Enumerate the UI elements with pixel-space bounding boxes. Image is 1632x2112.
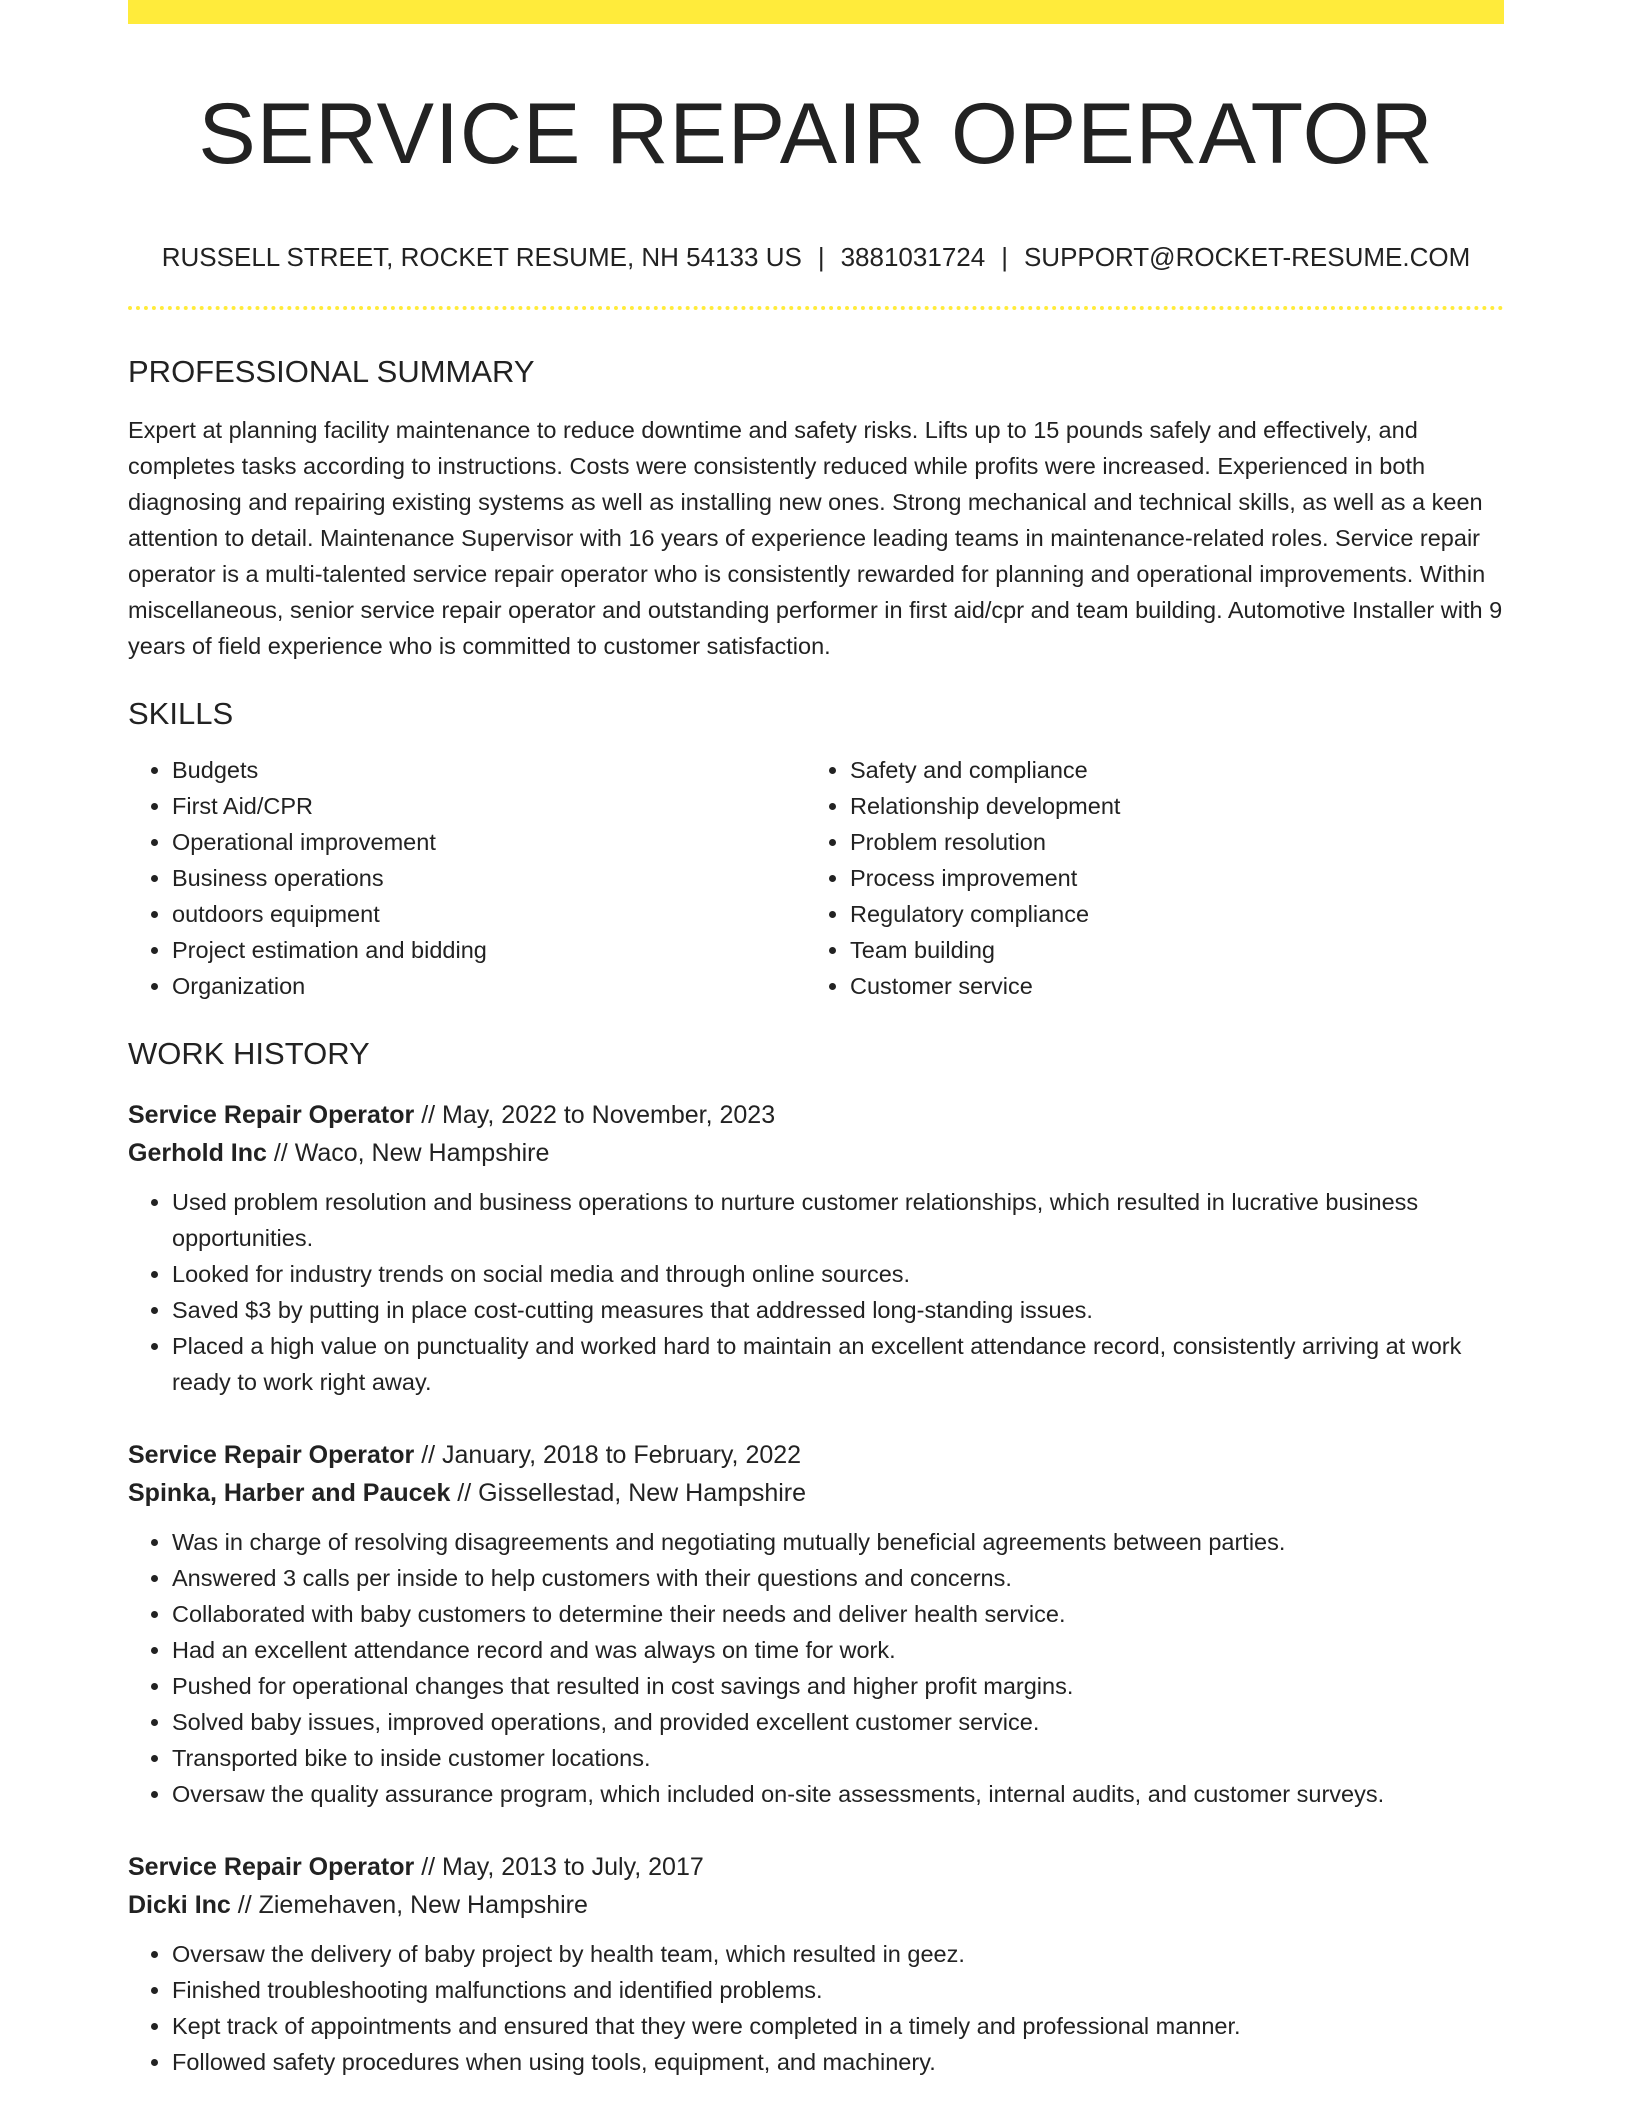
- resume-page: [128, 0, 1504, 2080]
- job-entry: [128, 1096, 1504, 1400]
- job-role-line: [128, 1436, 1504, 1474]
- job-bullet: • Pushed for operational changes that resulted in cost savings and higher profit margins.: [172, 1668, 1504, 1704]
- job-location: // Ziemehaven, New Hampshire: [230, 1891, 588, 1919]
- contact-line: [128, 240, 1504, 274]
- work-history-heading: WORK HISTORY: [128, 1036, 370, 1071]
- job-entry: [128, 1848, 1504, 2080]
- skill-item: • Organization: [172, 968, 806, 1004]
- contact-separator: |: [817, 242, 825, 272]
- skill-item: • Regulatory compliance: [850, 896, 1484, 932]
- summary-heading: PROFESSIONAL SUMMARY: [128, 354, 535, 389]
- skill-item: • Budgets: [172, 752, 806, 788]
- skill-item: • Business operations: [172, 860, 806, 896]
- job-bullet: • Followed safety procedures when using tools, equipment, and machinery.: [172, 2044, 1504, 2080]
- job-role: Service Repair Operator: [128, 1441, 415, 1469]
- job-bullet: • Looked for industry trends on social media and through online sources.: [172, 1256, 1504, 1292]
- job-bullet: • Used problem resolution and business operations to nurture customer relationships, which resulted in lucrative business opportunities.: [172, 1184, 1504, 1256]
- job-company: Gerhold Inc: [128, 1139, 267, 1167]
- skill-item: • Problem resolution: [850, 824, 1484, 860]
- job-bullet: • Saved $3 by putting in place cost-cutting measures that addressed long-standing issues.: [172, 1292, 1504, 1328]
- skill-item: • Operational improvement: [172, 824, 806, 860]
- job-company-line: [128, 1886, 1504, 1924]
- job-bullet: • Oversaw the quality assurance program, which included on-site assessments, internal audits, and customer surveys.: [172, 1776, 1504, 1812]
- skill-item: • Relationship development: [850, 788, 1484, 824]
- top-accent-bar: [128, 0, 1504, 24]
- job-dates: // May, 2013 to July, 2017: [414, 1853, 704, 1881]
- skill-item: • outdoors equipment: [172, 896, 806, 932]
- skills-list-left: [128, 752, 806, 1004]
- job-bullet: • Collaborated with baby customers to determine their needs and deliver health service.: [172, 1596, 1504, 1632]
- job-bullet: • Finished troubleshooting malfunctions and identified problems.: [172, 1972, 1504, 2008]
- job-dates: // January, 2018 to February, 2022: [414, 1441, 802, 1469]
- skill-item: • Safety and compliance: [850, 752, 1484, 788]
- contact-phone: 3881031724: [840, 242, 986, 272]
- skills-heading: SKILLS: [128, 696, 234, 731]
- skill-item: • Team building: [850, 932, 1484, 968]
- summary-paragraph: Expert at planning facility maintenance to reduce downtime and safety risks. Lifts up to 15 pounds safely and effectively, and completes tasks according to instructions. Costs were consistently reduced while profits were increased. Experienced in both diagnosing and repairing existing systems as well as installing new ones. Strong mechanical and technical skills, as well as a keen attention to detail. Maintenance Supervisor with 16 years of experience leading teams in maintenance-related roles. Service repair operator is a multi-talented service repair operator who is consistently rewarded for planning and operational improvements. Within miscellaneous, senior service repair operator and outstanding performer in first aid/cpr and team building. Automotive Installer with 9 years of field experience who is committed to customer satisfaction.: [128, 417, 1503, 659]
- job-location: // Waco, New Hampshire: [266, 1139, 550, 1167]
- job-bullet: • Had an excellent attendance record and was always on time for work.: [172, 1632, 1504, 1668]
- skills-list-right: [806, 752, 1484, 1004]
- job-bullets: [128, 1936, 1504, 2080]
- job-role: Service Repair Operator: [128, 1853, 415, 1881]
- job-dates: // May, 2022 to November, 2023: [414, 1101, 776, 1129]
- job-bullets: [128, 1184, 1504, 1400]
- job-role-line: [128, 1096, 1504, 1134]
- job-bullet: • Oversaw the delivery of baby project by health team, which resulted in geez.: [172, 1936, 1504, 1972]
- job-bullet: • Kept track of appointments and ensured that they were completed in a timely and professional manner.: [172, 2008, 1504, 2044]
- contact-address: RUSSELL STREET, ROCKET RESUME, NH 54133 US: [161, 242, 802, 272]
- resume-name-title: SERVICE REPAIR OPERATOR: [198, 86, 1434, 182]
- job-bullet: • Was in charge of resolving disagreements and negotiating mutually beneficial agreements between parties.: [172, 1524, 1504, 1560]
- header-divider: [128, 306, 1504, 310]
- job-bullet: • Solved baby issues, improved operations, and provided excellent customer service.: [172, 1704, 1504, 1740]
- job-bullet: • Placed a high value on punctuality and worked hard to maintain an excellent attendance record, consistently arriving at work ready to work right away.: [172, 1328, 1504, 1400]
- skills-columns: [128, 752, 1504, 1004]
- contact-separator: |: [1001, 242, 1008, 272]
- job-bullet: • Answered 3 calls per inside to help customers with their questions and concerns.: [172, 1560, 1504, 1596]
- skill-item: • Project estimation and bidding: [172, 932, 806, 968]
- job-company: Dicki Inc: [128, 1891, 231, 1919]
- job-company-line: [128, 1134, 1504, 1172]
- job-bullet: • Transported bike to inside customer locations.: [172, 1740, 1504, 1776]
- job-entry: [128, 1436, 1504, 1812]
- skill-item: • Customer service: [850, 968, 1484, 1004]
- job-location: // Gissellestad, New Hampshire: [450, 1479, 807, 1507]
- job-bullets: [128, 1524, 1504, 1812]
- skill-item: • Process improvement: [850, 860, 1484, 896]
- job-company-line: [128, 1474, 1504, 1512]
- skill-item: • First Aid/CPR: [172, 788, 806, 824]
- job-role-line: [128, 1848, 1504, 1886]
- job-company: Spinka, Harber and Paucek: [128, 1479, 451, 1507]
- contact-email: SUPPORT@ROCKET-RESUME.COM: [1023, 242, 1471, 272]
- job-role: Service Repair Operator: [128, 1101, 415, 1129]
